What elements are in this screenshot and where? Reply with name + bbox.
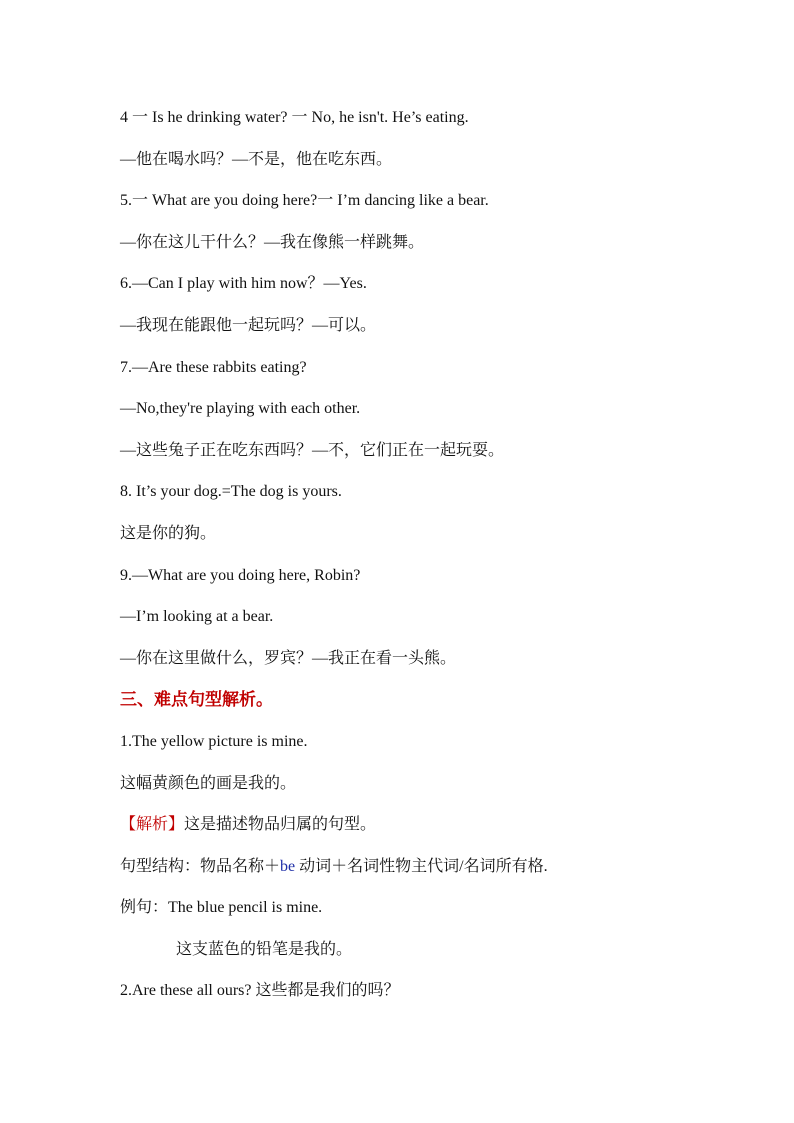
text-line: 6.—Can I play with him now？—Yes. bbox=[120, 275, 367, 293]
text-line: 9.—What are you doing here, Robin? bbox=[120, 566, 361, 584]
text-line: —我现在能跟他一起玩吗？—可以。 bbox=[120, 316, 377, 334]
section-heading: 三、难点句型解析。 bbox=[120, 690, 273, 710]
structure-line bbox=[120, 855, 740, 897]
text-line: —这些兔子正在吃东西吗？—不，它们正在一起玩耍。 bbox=[120, 441, 505, 459]
text-line: —他在喝水吗？—不是，他在吃东西。 bbox=[120, 150, 393, 168]
be-keyword: be bbox=[280, 857, 296, 875]
text-line: 2.Are these all ours? 这些都是我们的吗？ bbox=[120, 982, 400, 1000]
text-line: —你在这里做什么，罗宾？—我正在看一头熊。 bbox=[120, 649, 457, 667]
example-translation: 这支蓝色的铅笔是我的。 bbox=[176, 940, 353, 958]
structure-text: 句型结构：物品名称＋ bbox=[120, 857, 281, 875]
document-body bbox=[120, 106, 740, 1021]
text-line: —I’m looking at a bear. bbox=[120, 608, 274, 626]
text-line: 这是你的狗。 bbox=[120, 524, 217, 542]
analysis-text: 这是描述物品归属的句型。 bbox=[184, 816, 377, 834]
text-line: —你在这儿干什么？—我在像熊一样跳舞。 bbox=[120, 233, 425, 251]
text-line: 8. It’s your dog.=The dog is yours. bbox=[120, 483, 342, 501]
text-line: 4 一 Is he drinking water? 一 No, he isn't. He’s eating. bbox=[120, 109, 469, 126]
text-line: 这幅黄颜色的画是我的。 bbox=[120, 774, 297, 792]
text-line: 1.The yellow picture is mine. bbox=[120, 732, 308, 750]
text-line: —No,they're playing with each other. bbox=[120, 400, 361, 418]
example-line: 例句：The blue pencil is mine. bbox=[120, 899, 323, 917]
analysis-line bbox=[120, 813, 740, 855]
text-line: 7.—Are these rabbits eating? bbox=[120, 358, 307, 376]
text-line: 5.一 What are you doing here?一 I’m dancing like a bear. bbox=[120, 192, 489, 210]
structure-text: 动词＋名词性物主代词/名词所有格. bbox=[295, 857, 548, 875]
analysis-tag: 【解析】 bbox=[120, 816, 185, 834]
